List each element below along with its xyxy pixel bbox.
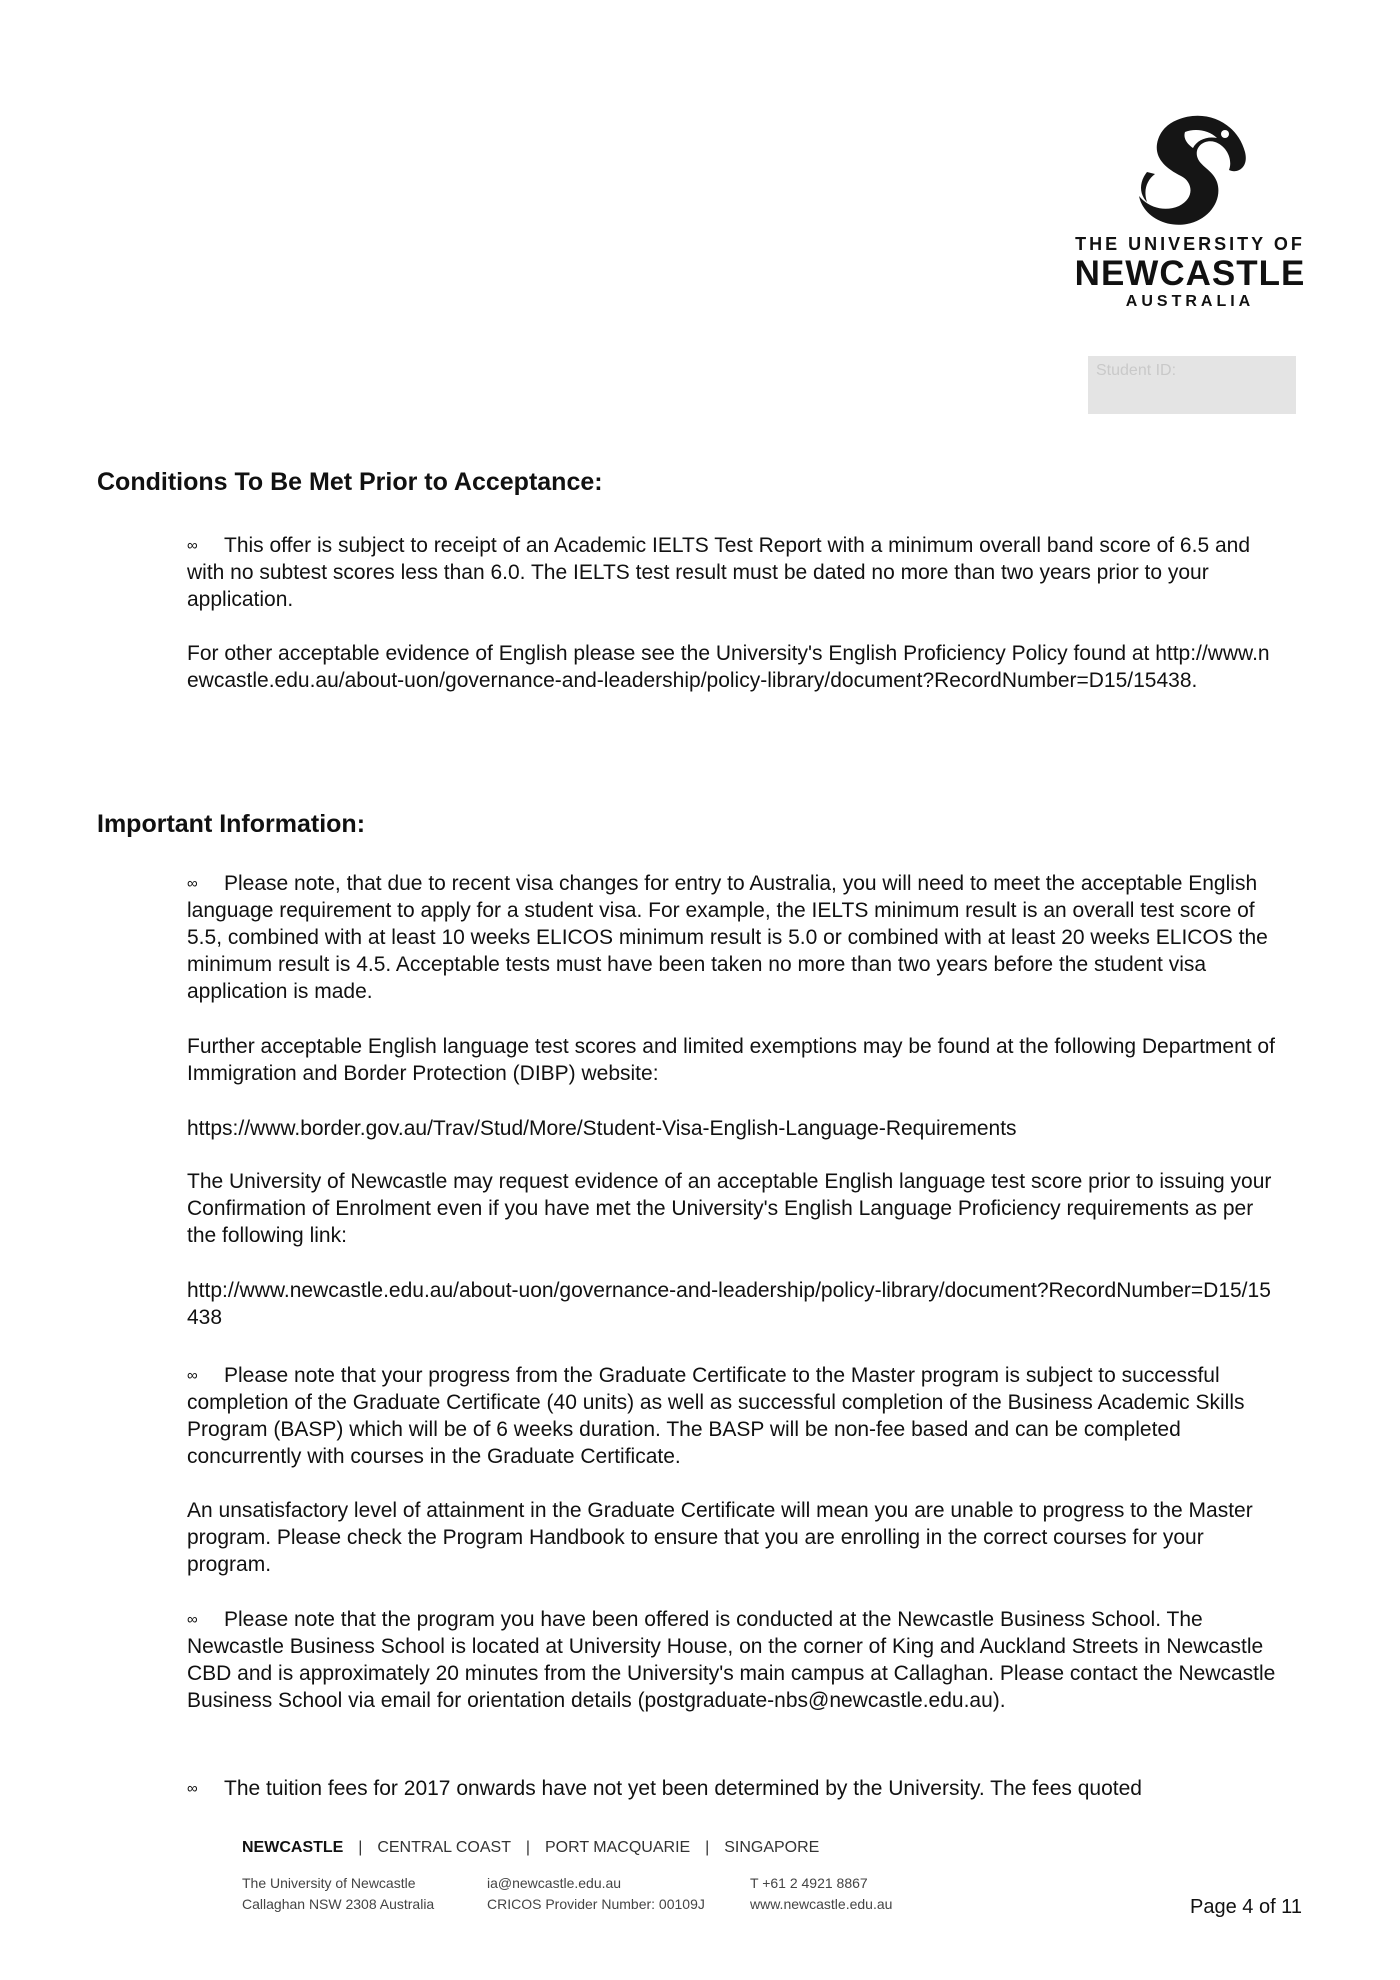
important-paragraph-2: Further acceptable English language test scores and limited exemptions may be found at the following Department of Immigration and Border Protection (DIBP) website: <box>187 1035 1275 1085</box>
footer-separator: | <box>525 1839 531 1856</box>
footer-phone-web: T +61 2 4921 8867 www.newcastle.edu.au <box>750 1875 893 1912</box>
bullet-icon: ∞ <box>187 1780 198 1797</box>
campus-newcastle: NEWCASTLE <box>242 1839 344 1856</box>
student-id-label: Student ID: <box>1096 362 1177 379</box>
bullet-icon: ∞ <box>187 537 198 554</box>
bullet-icon: ∞ <box>187 875 198 892</box>
important-paragraph-1: ∞ Please note, that due to recent visa changes for entry to Australia, you will need to meet the acceptable English language requirement to apply for a student visa. For example, the IELTS minimum result is an overall test score of 5.5, combined with at least 10 weeks ELICOS minimum result is 5.0 or combined with at least 20 weeks ELICOS the minimum result is 4.5. Acceptable tests must have been taken no more than two years before the student visa application is made. <box>187 872 1268 1003</box>
logo-line-2: NEWCASTLE <box>1074 254 1306 293</box>
footer-contact: ia@newcastle.edu.au CRICOS Provider Number: 00109J <box>487 1875 705 1912</box>
logo-line-1: THE UNIVERSITY OF <box>1075 234 1305 254</box>
bullet-icon: ∞ <box>187 1611 198 1628</box>
conditions-paragraph-2: For other acceptable evidence of English please see the University's English Proficiency Policy found at http://www.newcastle.edu.au/about-uon/governance-and-leadership/policy-library/document?RecordNumber=D15/15438. <box>187 642 1270 692</box>
important-paragraph-6: ∞ Please note that your progress from the Graduate Certificate to the Master program is subject to successful completion of the Graduate Certificate (40 units) as well as successful completion of the Business Academic Skills Program (BASP) which will be of 6 weeks duration. The BASP will be non-fee based and can be completed concurrently with courses in the Graduate Certificate. <box>187 1364 1245 1468</box>
important-paragraph-8: ∞ Please note that the program you have been offered is conducted at the Newcastle Business School. The Newcastle Business School is located at University House, on the corner of King and Auckland Streets in Newcastle CBD and is approximately 20 minutes from the University's main campus at Callaghan. Please contact the Newcastle Business School via email for orientation details (postgraduate-nbs@newcastle.edu.au). <box>187 1608 1276 1712</box>
logo-line-3: AUSTRALIA <box>1125 293 1255 310</box>
seahorse-emblem-icon <box>1125 112 1255 228</box>
important-paragraph-4: The University of Newcastle may request evidence of an acceptable English language test score prior to issuing your Confirmation of Enrolment even if you have met the University's English Language Proficiency requirements as per the following link: <box>187 1170 1272 1247</box>
page-number: Page 4 of 11 <box>1190 1896 1302 1918</box>
important-paragraph-9: ∞ The tuition fees for 2017 onwards have not yet been determined by the University. The fees quoted <box>187 1777 1142 1800</box>
campus-singapore: SINGAPORE <box>724 1839 820 1856</box>
bullet-icon: ∞ <box>187 1367 198 1384</box>
campus-central-coast: CENTRAL COAST <box>377 1839 511 1856</box>
footer-campus-list <box>242 1839 819 1857</box>
university-logo <box>1070 112 1310 311</box>
campus-port-macquarie: PORT MACQUARIE <box>544 1839 691 1856</box>
student-id-redacted <box>1088 356 1296 414</box>
dibp-link: https://www.border.gov.au/Trav/Stud/More/Student-Visa-English-Language-Requirements <box>187 1117 1017 1140</box>
footer-address: The University of Newcastle Callaghan NSW 2308 Australia <box>242 1875 435 1912</box>
conditions-heading: Conditions To Be Met Prior to Acceptance: <box>97 468 603 496</box>
important-heading: Important Information: <box>97 810 366 838</box>
important-paragraph-7: An unsatisfactory level of attainment in the Graduate Certificate will mean you are unable to progress to the Master program. Please check the Program Handbook to ensure that you are enrolling in the correct courses for your program. <box>187 1499 1253 1576</box>
conditions-paragraph-1: ∞ This offer is subject to receipt of an Academic IELTS Test Report with a minimum overall band score of 6.5 and with no subtest scores less than 6.0. The IELTS test result must be dated no more than two years prior to your application. <box>187 534 1250 611</box>
policy-link: http://www.newcastle.edu.au/about-uon/governance-and-leadership/policy-library/document?RecordNumber=D15/15438 <box>187 1279 1271 1329</box>
footer-separator: | <box>358 1839 363 1856</box>
footer-separator: | <box>705 1839 710 1856</box>
